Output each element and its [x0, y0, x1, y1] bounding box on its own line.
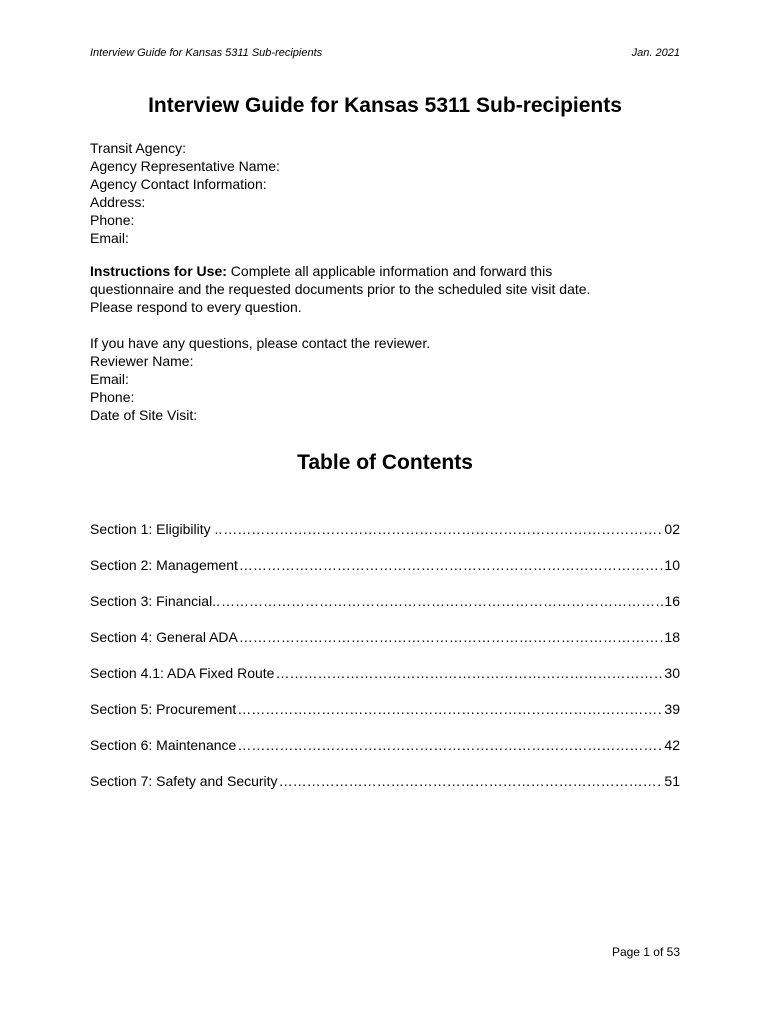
toc-entry-label: Section 1: Eligibility .. [90, 521, 223, 537]
field-site-visit-date: Date of Site Visit: [90, 407, 198, 423]
toc-entry-label: Section 6: Maintenance [90, 737, 237, 753]
toc-leader [239, 556, 664, 574]
agency-info-block [90, 139, 680, 247]
toc-entry-label: Section 4: General ADA [90, 629, 238, 645]
toc-entry-label: Section 5: Procurement [90, 701, 237, 717]
field-reviewer-phone: Phone: [90, 389, 135, 405]
toc-entry-page: 30 [664, 665, 680, 681]
toc-leader [221, 592, 663, 610]
toc-entry-label: Section 7: Safety and Security [90, 773, 278, 789]
field-reviewer-name: Reviewer Name: [90, 353, 194, 369]
field-phone: Phone: [90, 212, 135, 228]
field-agency-contact-info: Agency Contact Information: [90, 176, 267, 192]
toc-leader [275, 664, 663, 682]
toc-entry-page: 16 [664, 593, 680, 609]
reviewer-contact-block [90, 334, 680, 424]
instructions-text-2: questionnaire and the requested documents prior to the scheduled site visit date. [90, 281, 591, 297]
toc-entry-page: 02 [664, 521, 680, 537]
instructions-text-3: Please respond to every question. [90, 299, 302, 315]
toc-title: Table of Contents [297, 451, 473, 474]
toc-entry[interactable] [90, 556, 680, 574]
field-transit-agency: Transit Agency: [90, 140, 186, 156]
toc-leader [239, 628, 664, 646]
toc-entry[interactable] [90, 592, 680, 610]
toc-entry[interactable] [90, 664, 680, 682]
document-title: Interview Guide for Kansas 5311 Sub-recipients [148, 94, 622, 117]
toc-leader [237, 700, 663, 718]
toc-entry[interactable] [90, 628, 680, 646]
toc-entry[interactable] [90, 736, 680, 754]
toc-leader [223, 520, 663, 538]
toc-entry[interactable] [90, 772, 680, 790]
toc-entry-page: 42 [664, 737, 680, 753]
field-email: Email: [90, 230, 129, 246]
instructions-label: Instructions for Use: [90, 263, 227, 279]
toc-entry-label: Section 3: Financial.. [90, 593, 220, 609]
toc-entry-page: 10 [664, 557, 680, 573]
instructions-text-1: Complete all applicable information and forward this [226, 263, 553, 279]
toc-leader [279, 772, 664, 790]
field-address: Address: [90, 194, 146, 210]
running-header-title: Interview Guide for Kansas 5311 Sub-recipients [90, 47, 323, 59]
toc-entry-label: Section 4.1: ADA Fixed Route [90, 665, 275, 681]
field-reviewer-email: Email: [90, 371, 129, 387]
contact-intro: If you have any questions, please contact the reviewer. [90, 335, 431, 351]
field-agency-representative: Agency Representative Name: [90, 158, 280, 174]
page-number: Page 1 of 53 [611, 945, 680, 959]
toc-entry-page: 51 [664, 773, 680, 789]
table-of-contents [90, 520, 680, 808]
toc-entry[interactable] [90, 700, 680, 718]
instructions-block [90, 262, 680, 316]
toc-entry-label: Section 2: Management [90, 557, 238, 573]
toc-entry-page: 39 [664, 701, 680, 717]
running-header-date: Jan. 2021 [631, 47, 680, 59]
toc-leader [237, 736, 663, 754]
toc-entry[interactable] [90, 520, 680, 538]
toc-entry-page: 18 [664, 629, 680, 645]
